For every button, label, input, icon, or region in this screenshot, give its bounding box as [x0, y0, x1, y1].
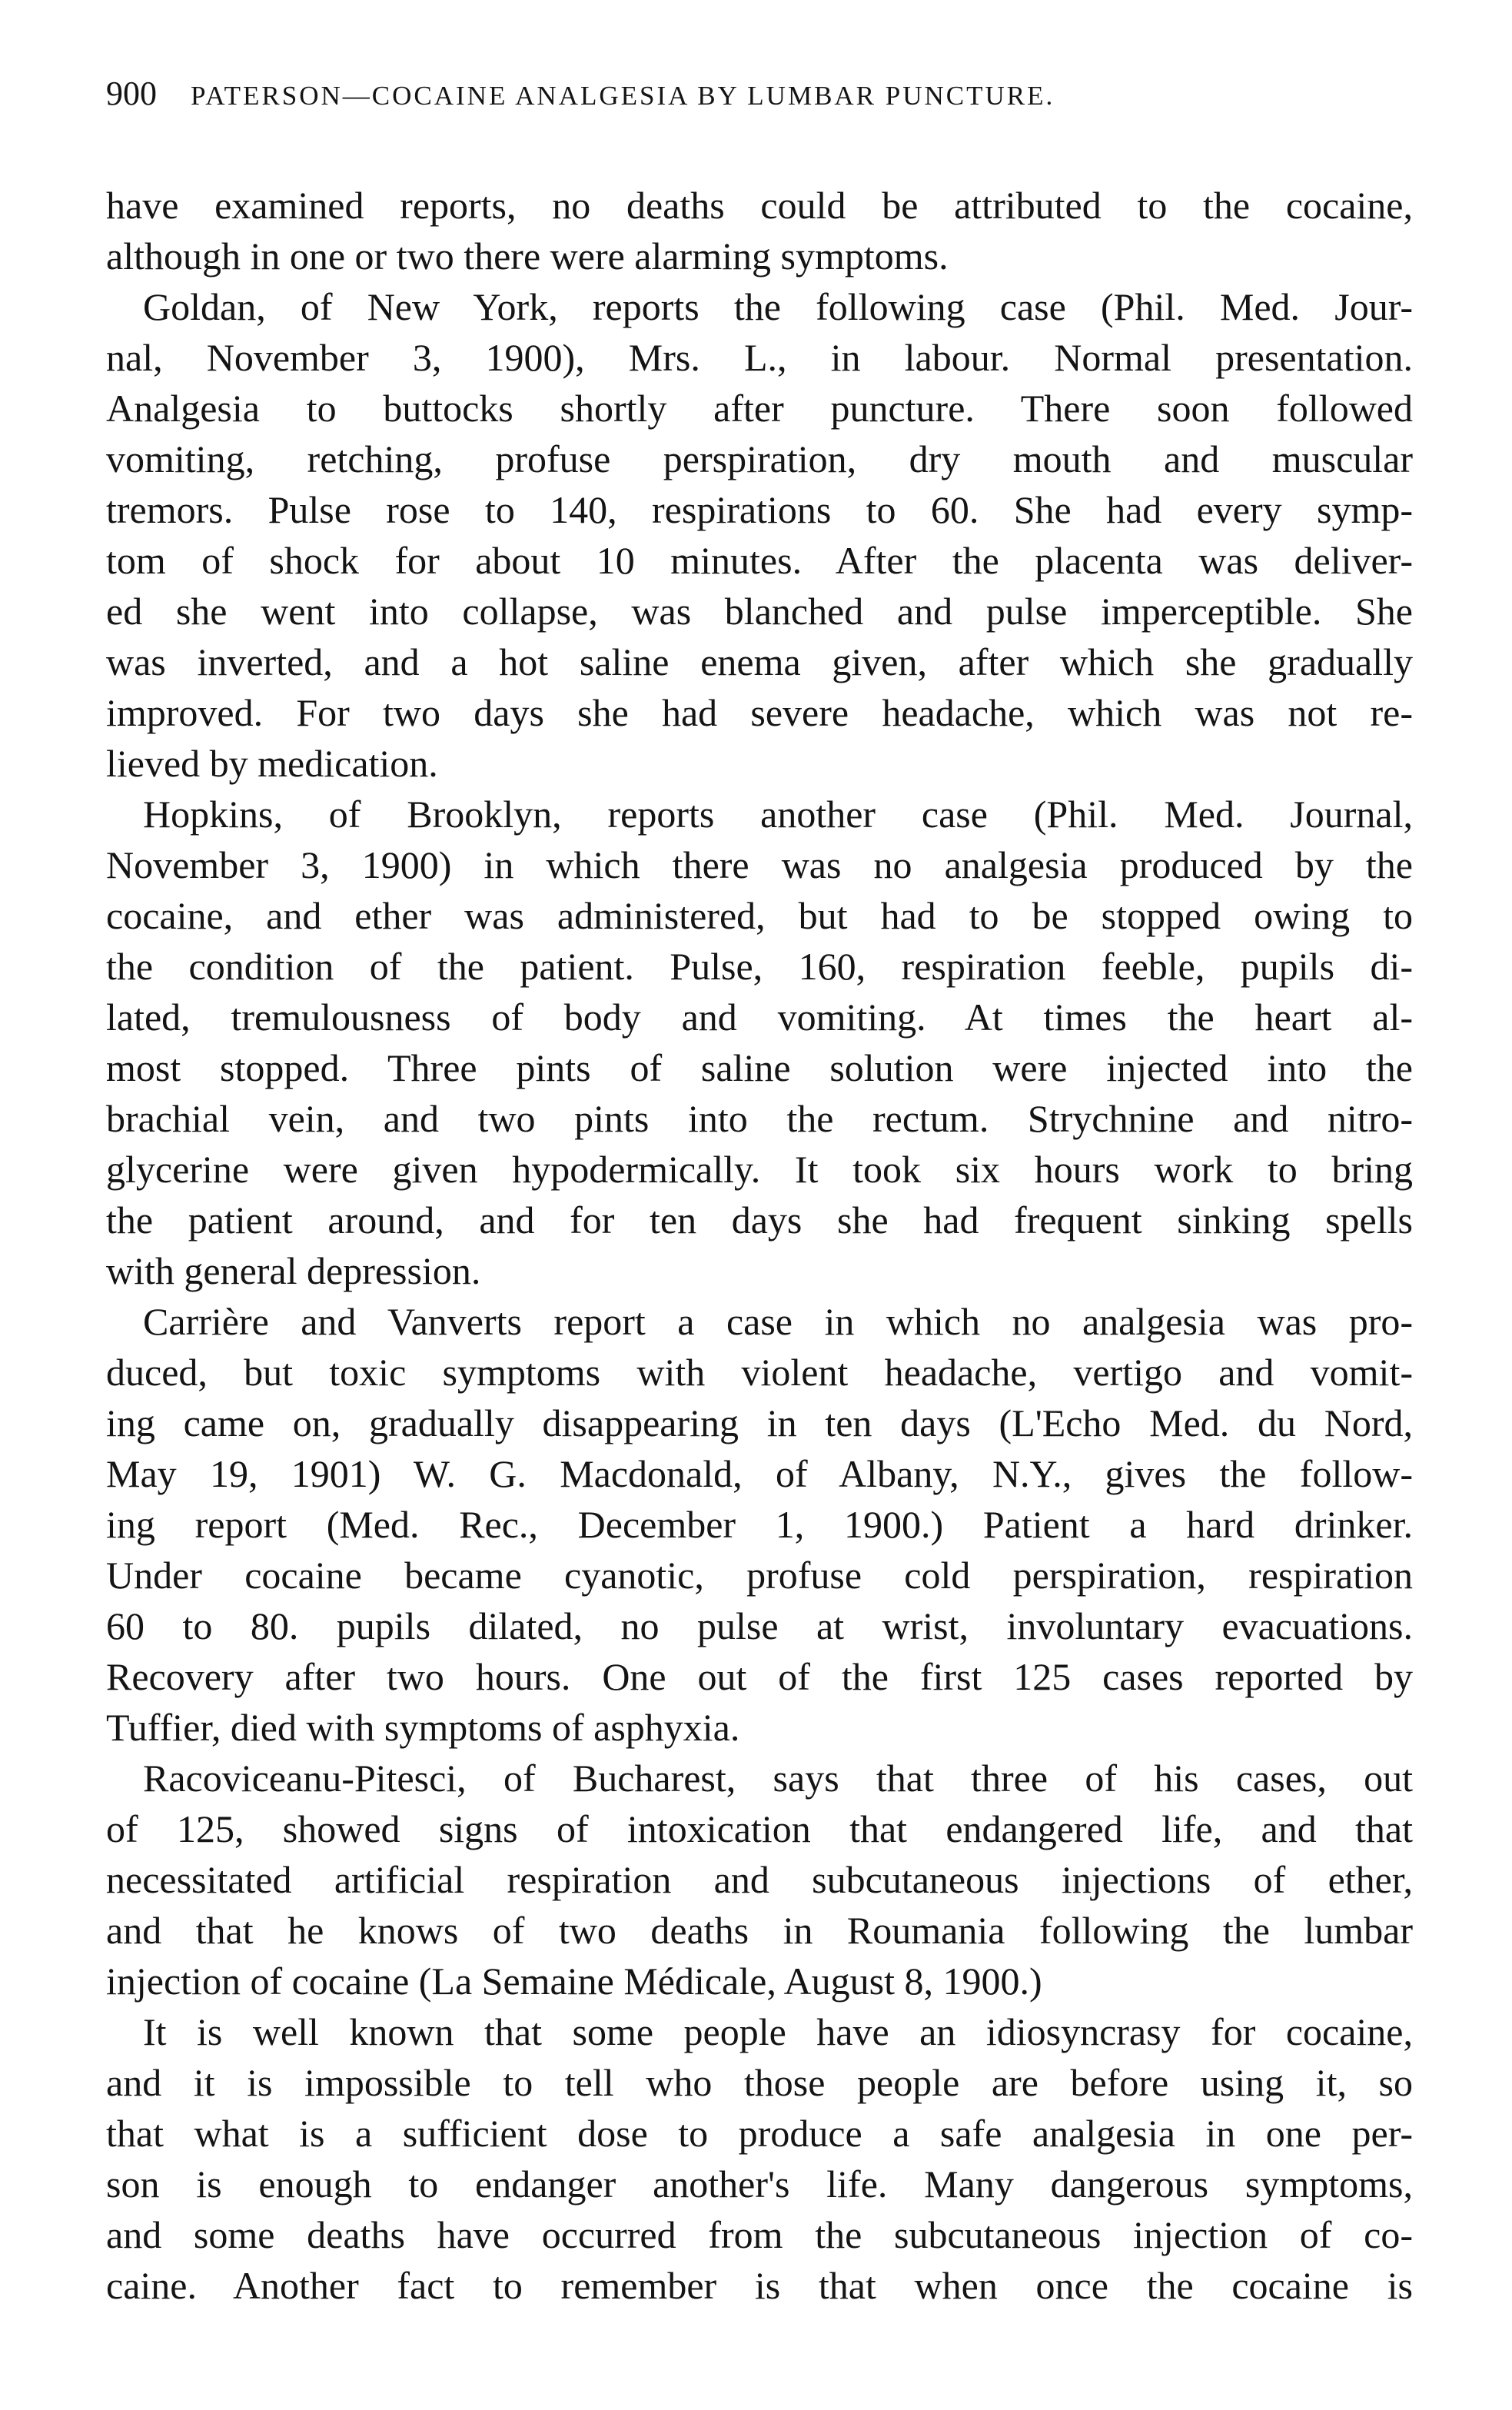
text-line: glycerine were given hypodermically. It took six hours work to bring	[106, 1148, 1413, 1191]
text-line: most stopped. Three pints of saline solution were injected into the	[106, 1046, 1413, 1089]
text-line: lieved by medication.	[106, 742, 438, 785]
running-title: PATERSON—COCAINE ANALGESIA BY LUMBAR PUNCTURE.	[191, 81, 1055, 111]
text-line: that what is a sufficient dose to produce a safe analgesia in one per-	[106, 2112, 1413, 2155]
paragraph-start-line: It is well known that some people have an idiosyncrasy for cocaine,	[143, 2010, 1413, 2053]
text-line: the condition of the patient. Pulse, 160, respiration feeble, pupils di-	[106, 945, 1413, 988]
text-line: Under cocaine became cyanotic, profuse cold perspiration, respiration	[106, 1554, 1413, 1597]
book-page	[106, 74, 1413, 2311]
text-line: lated, tremulousness of body and vomiting. At times the heart al-	[106, 996, 1413, 1039]
text-line: was inverted, and a hot saline enema given, after which she gradually	[106, 640, 1413, 683]
text-line: ing report (Med. Rec., December 1, 1900.) Patient a hard drinker.	[106, 1503, 1413, 1546]
text-line: 60 to 80. pupils dilated, no pulse at wrist, involuntary evacuations.	[106, 1604, 1413, 1647]
text-line: necessitated artificial respiration and subcutaneous injections of ether,	[106, 1858, 1413, 1901]
text-line: tom of shock for about 10 minutes. After the placenta was deliver-	[106, 539, 1413, 582]
text-line: injection of cocaine (La Semaine Médicale, August 8, 1900.)	[106, 1960, 1042, 2003]
paragraph-start-line: Carrière and Vanverts report a case in which no analgesia was pro-	[143, 1300, 1413, 1343]
text-line: and that he knows of two deaths in Roumania following the lumbar	[106, 1909, 1413, 1952]
text-line: of 125, showed signs of intoxication that endangered life, and that	[106, 1807, 1413, 1850]
text-line: Analgesia to buttocks shortly after puncture. There soon followed	[106, 387, 1413, 430]
text-line: nal, November 3, 1900), Mrs. L., in labour. Normal presentation.	[106, 336, 1413, 379]
text-line: ing came on, gradually disappearing in ten days (L'Echo Med. du Nord,	[106, 1401, 1413, 1444]
text-line: son is enough to endanger another's life. Many dangerous symptoms,	[106, 2162, 1413, 2206]
text-line: cocaine, and ether was administered, but had to be stopped owing to	[106, 894, 1413, 937]
text-line: May 19, 1901) W. G. Macdonald, of Albany, N.Y., gives the follow-	[106, 1452, 1413, 1495]
text-line: the patient around, and for ten days she had frequent sinking spells	[106, 1198, 1413, 1242]
text-line: duced, but toxic symptoms with violent headache, vertigo and vomit-	[106, 1351, 1413, 1394]
text-line: November 3, 1900) in which there was no analgesia produced by the	[106, 843, 1413, 886]
paragraph-start-line: Racoviceanu-Pitesci, of Bucharest, says that three of his cases, out	[143, 1757, 1413, 1800]
text-line: caine. Another fact to remember is that when once the cocaine is	[106, 2264, 1413, 2307]
text-line: and some deaths have occurred from the subcutaneous injection of co-	[106, 2213, 1413, 2256]
running-header	[106, 74, 1413, 140]
text-line: improved. For two days she had severe headache, which was not re-	[106, 691, 1413, 734]
text-line: Recovery after two hours. One out of the first 125 cases reported by	[106, 1655, 1413, 1698]
text-line: ed she went into collapse, was blanched and pulse imperceptible. She	[106, 590, 1413, 633]
text-line: Tuffier, died with symptoms of asphyxia.	[106, 1706, 740, 1749]
page-number: 900	[106, 75, 157, 112]
text-line: although in one or two there were alarming symptoms.	[106, 234, 949, 278]
text-line: brachial vein, and two pints into the rectum. Strychnine and nitro-	[106, 1097, 1413, 1140]
text-line: and it is impossible to tell who those people are before using it, so	[106, 2061, 1413, 2104]
paragraph-start-line: Goldan, of New York, reports the following case (Phil. Med. Jour-	[143, 285, 1413, 328]
text-line: with general depression.	[106, 1249, 481, 1292]
text-line: tremors. Pulse rose to 140, respirations to 60. She had every symp-	[106, 488, 1413, 531]
body-text	[106, 180, 1413, 2311]
text-line: vomiting, retching, profuse perspiration, dry mouth and muscular	[106, 437, 1413, 480]
text-line: have examined reports, no deaths could be attributed to the cocaine,	[106, 184, 1413, 227]
paragraph-start-line: Hopkins, of Brooklyn, reports another case (Phil. Med. Journal,	[143, 793, 1413, 836]
